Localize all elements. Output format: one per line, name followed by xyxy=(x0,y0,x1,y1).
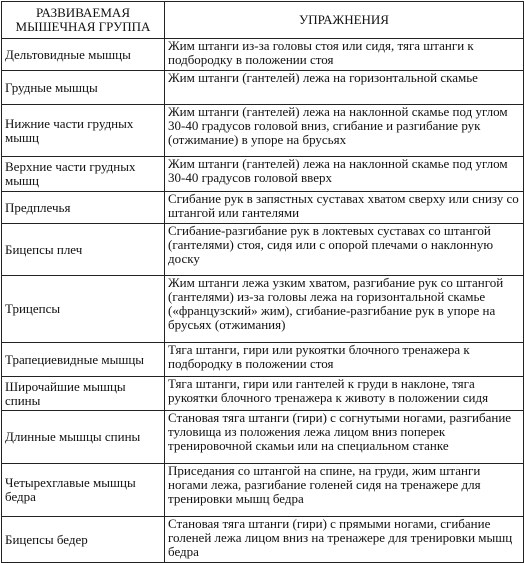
header-row xyxy=(2,2,524,39)
exercise-cell: Жим штанги (гантелей) лежа на горизонтальной скамье xyxy=(165,71,524,105)
muscle-group-cell: Длинные мышцы спины xyxy=(2,411,165,464)
exercise-cell: Жим штанги (гантелей) лежа на наклонной скамье под углом 30-40 градусов головой вниз, сгибание и разгибание рук (отжимание) в упоре на брусьях xyxy=(165,105,524,157)
exercise-table xyxy=(1,1,524,563)
table-row xyxy=(2,517,524,563)
table-row xyxy=(2,464,524,517)
muscle-group-cell: Верхние части грудных мышц xyxy=(2,157,165,192)
table-row xyxy=(2,224,524,276)
table-row xyxy=(2,411,524,464)
table-row xyxy=(2,39,524,71)
exercise-cell: Жим штанги из-за головы стоя или сидя, тяга штанги к подбородку в положении стоя xyxy=(165,39,524,71)
exercise-cell: Сгибание рук в запястных суставах хватом сверху или снизу со штангой или гантелями xyxy=(165,192,524,224)
table-row xyxy=(2,377,524,411)
table-row xyxy=(2,343,524,377)
table-row xyxy=(2,71,524,105)
muscle-group-cell: Предплечья xyxy=(2,192,165,224)
exercise-cell: Становая тяга штанги (гири) с согнутыми ногами, разгибание туловища из положения лежа лицом вниз поперек тренировочной скамьи или на специальном станке xyxy=(165,411,524,464)
muscle-group-cell: Бицепсы бедер xyxy=(2,517,165,563)
muscle-group-cell: Дельтовидные мышцы xyxy=(2,39,165,71)
muscle-group-cell: Трицепсы xyxy=(2,276,165,343)
muscle-group-cell: Трапециевидные мышцы xyxy=(2,343,165,377)
exercise-cell: Приседания со штангой на спине, на груди, жим штанги ногами лежа, разгибание голеней сидя на тренажере для тренировки мышц бедра xyxy=(165,464,524,517)
table-row xyxy=(2,276,524,343)
exercise-cell: Жим штанги (гантелей) лежа на наклонной скамье под углом 30-40 градусов головой вверх xyxy=(165,157,524,192)
muscle-group-cell: Нижние части грудных мышц xyxy=(2,105,165,157)
exercise-cell: Жим штанги лежа узким хватом, разгибание рук со штангой (гантелями) из-за головы лежа на горизонтальной скамье («французский» жим), сгибание-разгибание рук в упоре на брусьях (отжимания) xyxy=(165,276,524,343)
muscle-group-cell: Бицепсы плеч xyxy=(2,224,165,276)
header-exercises: УПРАЖНЕНИЯ xyxy=(165,2,524,39)
header-muscle-group: РАЗВИВАЕМАЯ МЫШЕЧНАЯ ГРУППА xyxy=(2,2,165,39)
exercise-cell: Становая тяга штанги (гири) с прямыми ногами, сгибание голеней лежа лицом вниз на тренажере для тренировки мышц бедра xyxy=(165,517,524,563)
table-row xyxy=(2,157,524,192)
exercise-cell: Тяга штанги, гири или гантелей к груди в наклоне, тяга рукоятки блочного тренажера к животу в положении сидя xyxy=(165,377,524,411)
table-row xyxy=(2,105,524,157)
muscle-group-cell: Широчайшие мышцы спины xyxy=(2,377,165,411)
table-header xyxy=(2,2,524,39)
muscle-group-cell: Грудные мышцы xyxy=(2,71,165,105)
exercise-cell: Сгибание-разгибание рук в локтевых суставах со штангой (гантелями) стоя, сидя или с опорой плечами о наклонную доску xyxy=(165,224,524,276)
muscle-group-cell: Четырехглавые мышцы бедра xyxy=(2,464,165,517)
table-body xyxy=(2,39,524,563)
table-row xyxy=(2,192,524,224)
exercise-cell: Тяга штанги, гири или рукоятки блочного тренажера к подбородку в положении стоя xyxy=(165,343,524,377)
